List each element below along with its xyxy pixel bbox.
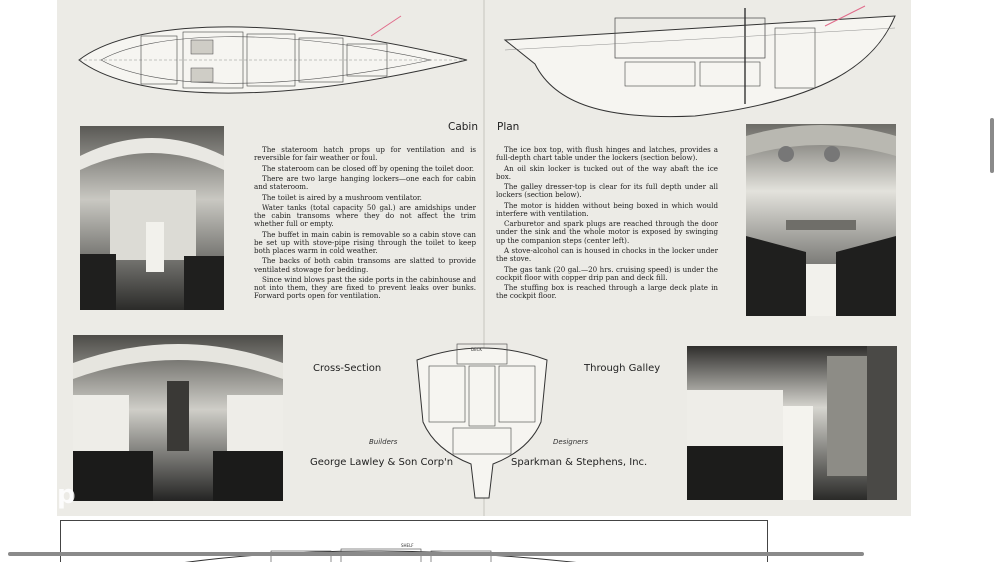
left-paragraph: The toilet is aired by a mushroom ventilator. — [262, 192, 422, 202]
right-paragraph: A stove-alcohol can is housed in chocks in the locker under the stove. — [496, 245, 718, 264]
heading-through-galley: Through Galley — [584, 363, 661, 374]
left-paragraph: The stateroom can be closed off by opening the toilet door. — [262, 163, 474, 173]
right-paragraph: The ice box top, with flush hinges and latches, provides a full-depth chart table under the lockers (section below). — [496, 145, 718, 163]
right-paragraph: The galley dresser-top is clear for its full depth under all lockers (section below). — [496, 182, 718, 200]
right-paragraph: The motor is hidden without being boxed in which would interfere with ventilation. — [496, 200, 718, 218]
watermark-text: p — [57, 480, 76, 510]
cross-section-deck-label: DECK — [471, 347, 483, 352]
left-paragraph: The stateroom hatch props up for ventilation and is reversible for fair weather or foul. — [254, 145, 476, 163]
cabin-plan-drawing — [71, 6, 475, 114]
vertical-scrollbar[interactable] — [990, 118, 994, 173]
cross-section-drawing — [409, 338, 555, 500]
brochure-page — [57, 0, 911, 516]
next-page-shelf-label: SHELF — [401, 543, 414, 548]
builder-name: George Lawley & Son Corp'n — [310, 457, 454, 468]
builders-label: Builders — [369, 438, 398, 446]
galley-photo — [746, 124, 896, 316]
cabin-interior-photo-2 — [73, 335, 283, 501]
heading-cabin: Cabin — [448, 121, 479, 133]
right-text-column — [496, 146, 718, 303]
left-paragraph: The buffet in main cabin is removable so a cabin stove can be set up with stove-pipe rising through the toilet to keep both places warm in cold weather. — [254, 229, 476, 255]
right-paragraph: The gas tank (20 gal.—20 hrs. cruising speed) is under the cockpit floor with copper drip pan and deck fill. — [496, 264, 718, 282]
left-text-column — [254, 146, 476, 303]
heading-plan: Plan — [497, 121, 520, 133]
left-paragraph: There are two large hanging lockers—one each for cabin and stateroom. — [254, 174, 476, 192]
cabin-interior-photo-1 — [80, 126, 224, 310]
galley-through-photo — [687, 346, 897, 500]
right-paragraph: The stuffing box is reached through a large deck plate in the cockpit floor. — [496, 283, 718, 301]
designer-name: Sparkman & Stephens, Inc. — [511, 457, 648, 468]
left-paragraph: The backs of both cabin transoms are slatted to provide ventilated stowage for bedding. — [254, 256, 476, 274]
profile-section-drawing — [495, 4, 905, 122]
left-paragraph: Water tanks (total capacity 50 gal.) are amidships under the cabin transoms where they do not affect the trim whether full or empty. — [254, 203, 476, 229]
left-paragraph: Since wind blows past the side ports in the cabinhouse and not into them, they are fixed to prevent leaks over bunks. Forward ports open for ventilation. — [254, 275, 476, 301]
horizontal-scrollbar[interactable] — [8, 552, 864, 556]
heading-cross-section: Cross-Section — [313, 363, 382, 374]
designers-label: Designers — [553, 438, 588, 446]
right-paragraph: An oil skin locker is tucked out of the way abaft the ice box. — [496, 163, 718, 181]
right-paragraph: Carburetor and spark plugs are reached through the door under the sink and the whole motor is exposed by swinging up the companion steps (center left). — [496, 219, 718, 245]
